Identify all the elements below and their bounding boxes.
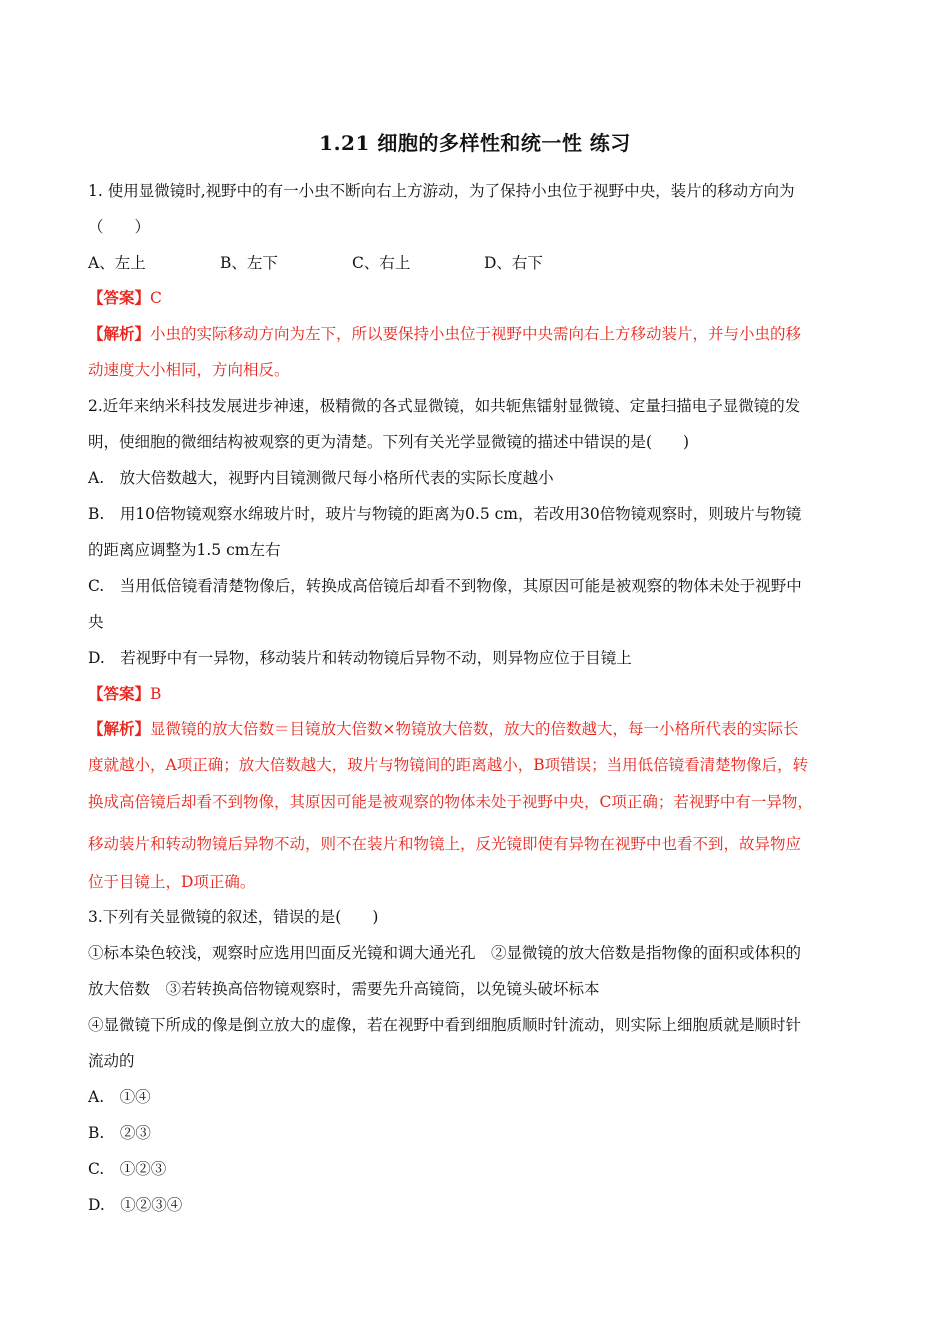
question-1-stem-line-2: （ ） <box>88 218 151 236</box>
question-2-analysis-line-3: 换成高倍镜后却看不到物像，其原因可能是被观察的物体未处于视野中央，C项正确；若视野中有一异物， <box>88 793 813 811</box>
question-1-answer <box>88 288 868 308</box>
question-3-stem-line-1: 3.下列有关显微镜的叙述，错误的是( ) <box>88 908 379 926</box>
question-3-option-c: C. ①②③ <box>88 1160 167 1178</box>
question-2-analysis-line-2: 度就越小，A项正确；放大倍数越大，玻片与物镜间的距离越小，B项错误；当用低倍镜看清楚物像后，转 <box>88 756 809 774</box>
analysis-tag: 【解析】 <box>88 719 151 738</box>
question-1-option-c: C、右上 <box>352 254 411 272</box>
answer-tag: 【答案】 <box>88 288 151 307</box>
question-2-option-d: D. 若视野中有一异物，移动装片和转动物镜后异物不动，则异物应位于目镜上 <box>88 649 632 667</box>
question-3-option-a: A. ①④ <box>88 1088 151 1106</box>
question-1-analysis-line-2: 动速度大小相同，方向相反。 <box>88 361 290 379</box>
question-2-answer <box>88 684 868 704</box>
question-2-option-b-line-2: 的距离应调整为1.5 cm左右 <box>88 541 281 559</box>
question-3-option-b: B. ②③ <box>88 1124 151 1142</box>
answer-tag: 【答案】 <box>88 684 151 703</box>
page-title: 1.21 细胞的多样性和统一性 练习 <box>319 131 631 155</box>
analysis-text: 显微镜的放大倍数＝目镜放大倍数×物镜放大倍数，放大的倍数越大，每一小格所代表的实际长 <box>150 720 799 738</box>
analysis-tag: 【解析】 <box>88 324 151 343</box>
question-2-option-a: A. 放大倍数越大，视野内目镜测微尺每小格所代表的实际长度越小 <box>88 469 554 487</box>
question-2-option-c-line-2: 央 <box>88 613 104 631</box>
question-2-stem-line-1: 2.近年来纳米科技发展进步神速，极精微的各式显微镜，如共轭焦镭射显微镜、定量扫描电子显微镜的发 <box>88 397 801 415</box>
analysis-text: 小虫的实际移动方向为左下，所以要保持小虫位于视野中央需向右上方移动装片，并与小虫的移 <box>150 325 802 343</box>
question-3-stem-line-3: 放大倍数 ③若转换高倍物镜观察时，需要先升高镜筒，以免镜头破坏标本 <box>88 980 600 998</box>
answer-value: C <box>150 289 162 307</box>
question-2-option-c-line-1: C. 当用低倍镜看清楚物像后，转换成高倍镜后却看不到物像，其原因可能是被观察的物体未处于视野中 <box>88 577 802 595</box>
question-2-analysis-line-5: 位于目镜上，D项正确。 <box>88 873 256 891</box>
question-1-option-d: D、右下 <box>484 254 543 272</box>
question-2-option-b-line-1: B. 用10倍物镜观察水绵玻片时，玻片与物镜的距离为0.5 cm，若改用30倍物镜观察时，则玻片与物镜 <box>88 505 802 523</box>
question-2-analysis-line-1 <box>88 719 868 739</box>
question-2-analysis-line-4: 移动装片和转动物镜后异物不动，则不在装片和物镜上，反光镜即使有异物在视野中也看不到，故异物应 <box>88 835 802 853</box>
question-3-option-d: D. ①②③④ <box>88 1196 183 1214</box>
answer-value: B <box>150 685 162 703</box>
question-1-option-b: B、左下 <box>220 254 278 272</box>
question-1-options <box>88 253 868 273</box>
question-3-stem-line-2: ①标本染色较浅，观察时应选用凹面反光镜和调大通光孔 ②显微镜的放大倍数是指物像的面积或体积的 <box>88 944 802 962</box>
question-1-analysis-line-1 <box>88 324 868 344</box>
question-1-option-a: A、左上 <box>88 254 146 272</box>
question-2-stem-line-2: 明，使细胞的微细结构被观察的更为清楚。下列有关光学显微镜的描述中错误的是( ) <box>88 433 690 451</box>
question-3-stem-line-5: 流动的 <box>88 1052 135 1070</box>
question-3-stem-line-4: ④显微镜下所成的像是倒立放大的虚像，若在视野中看到细胞质顺时针流动，则实际上细胞质就是顺时针 <box>88 1016 802 1034</box>
question-1-stem-line-1: 1. 使用显微镜时,视野中的有一小虫不断向右上方游动，为了保持小虫位于视野中央，装片的移动方向为 <box>88 182 795 200</box>
